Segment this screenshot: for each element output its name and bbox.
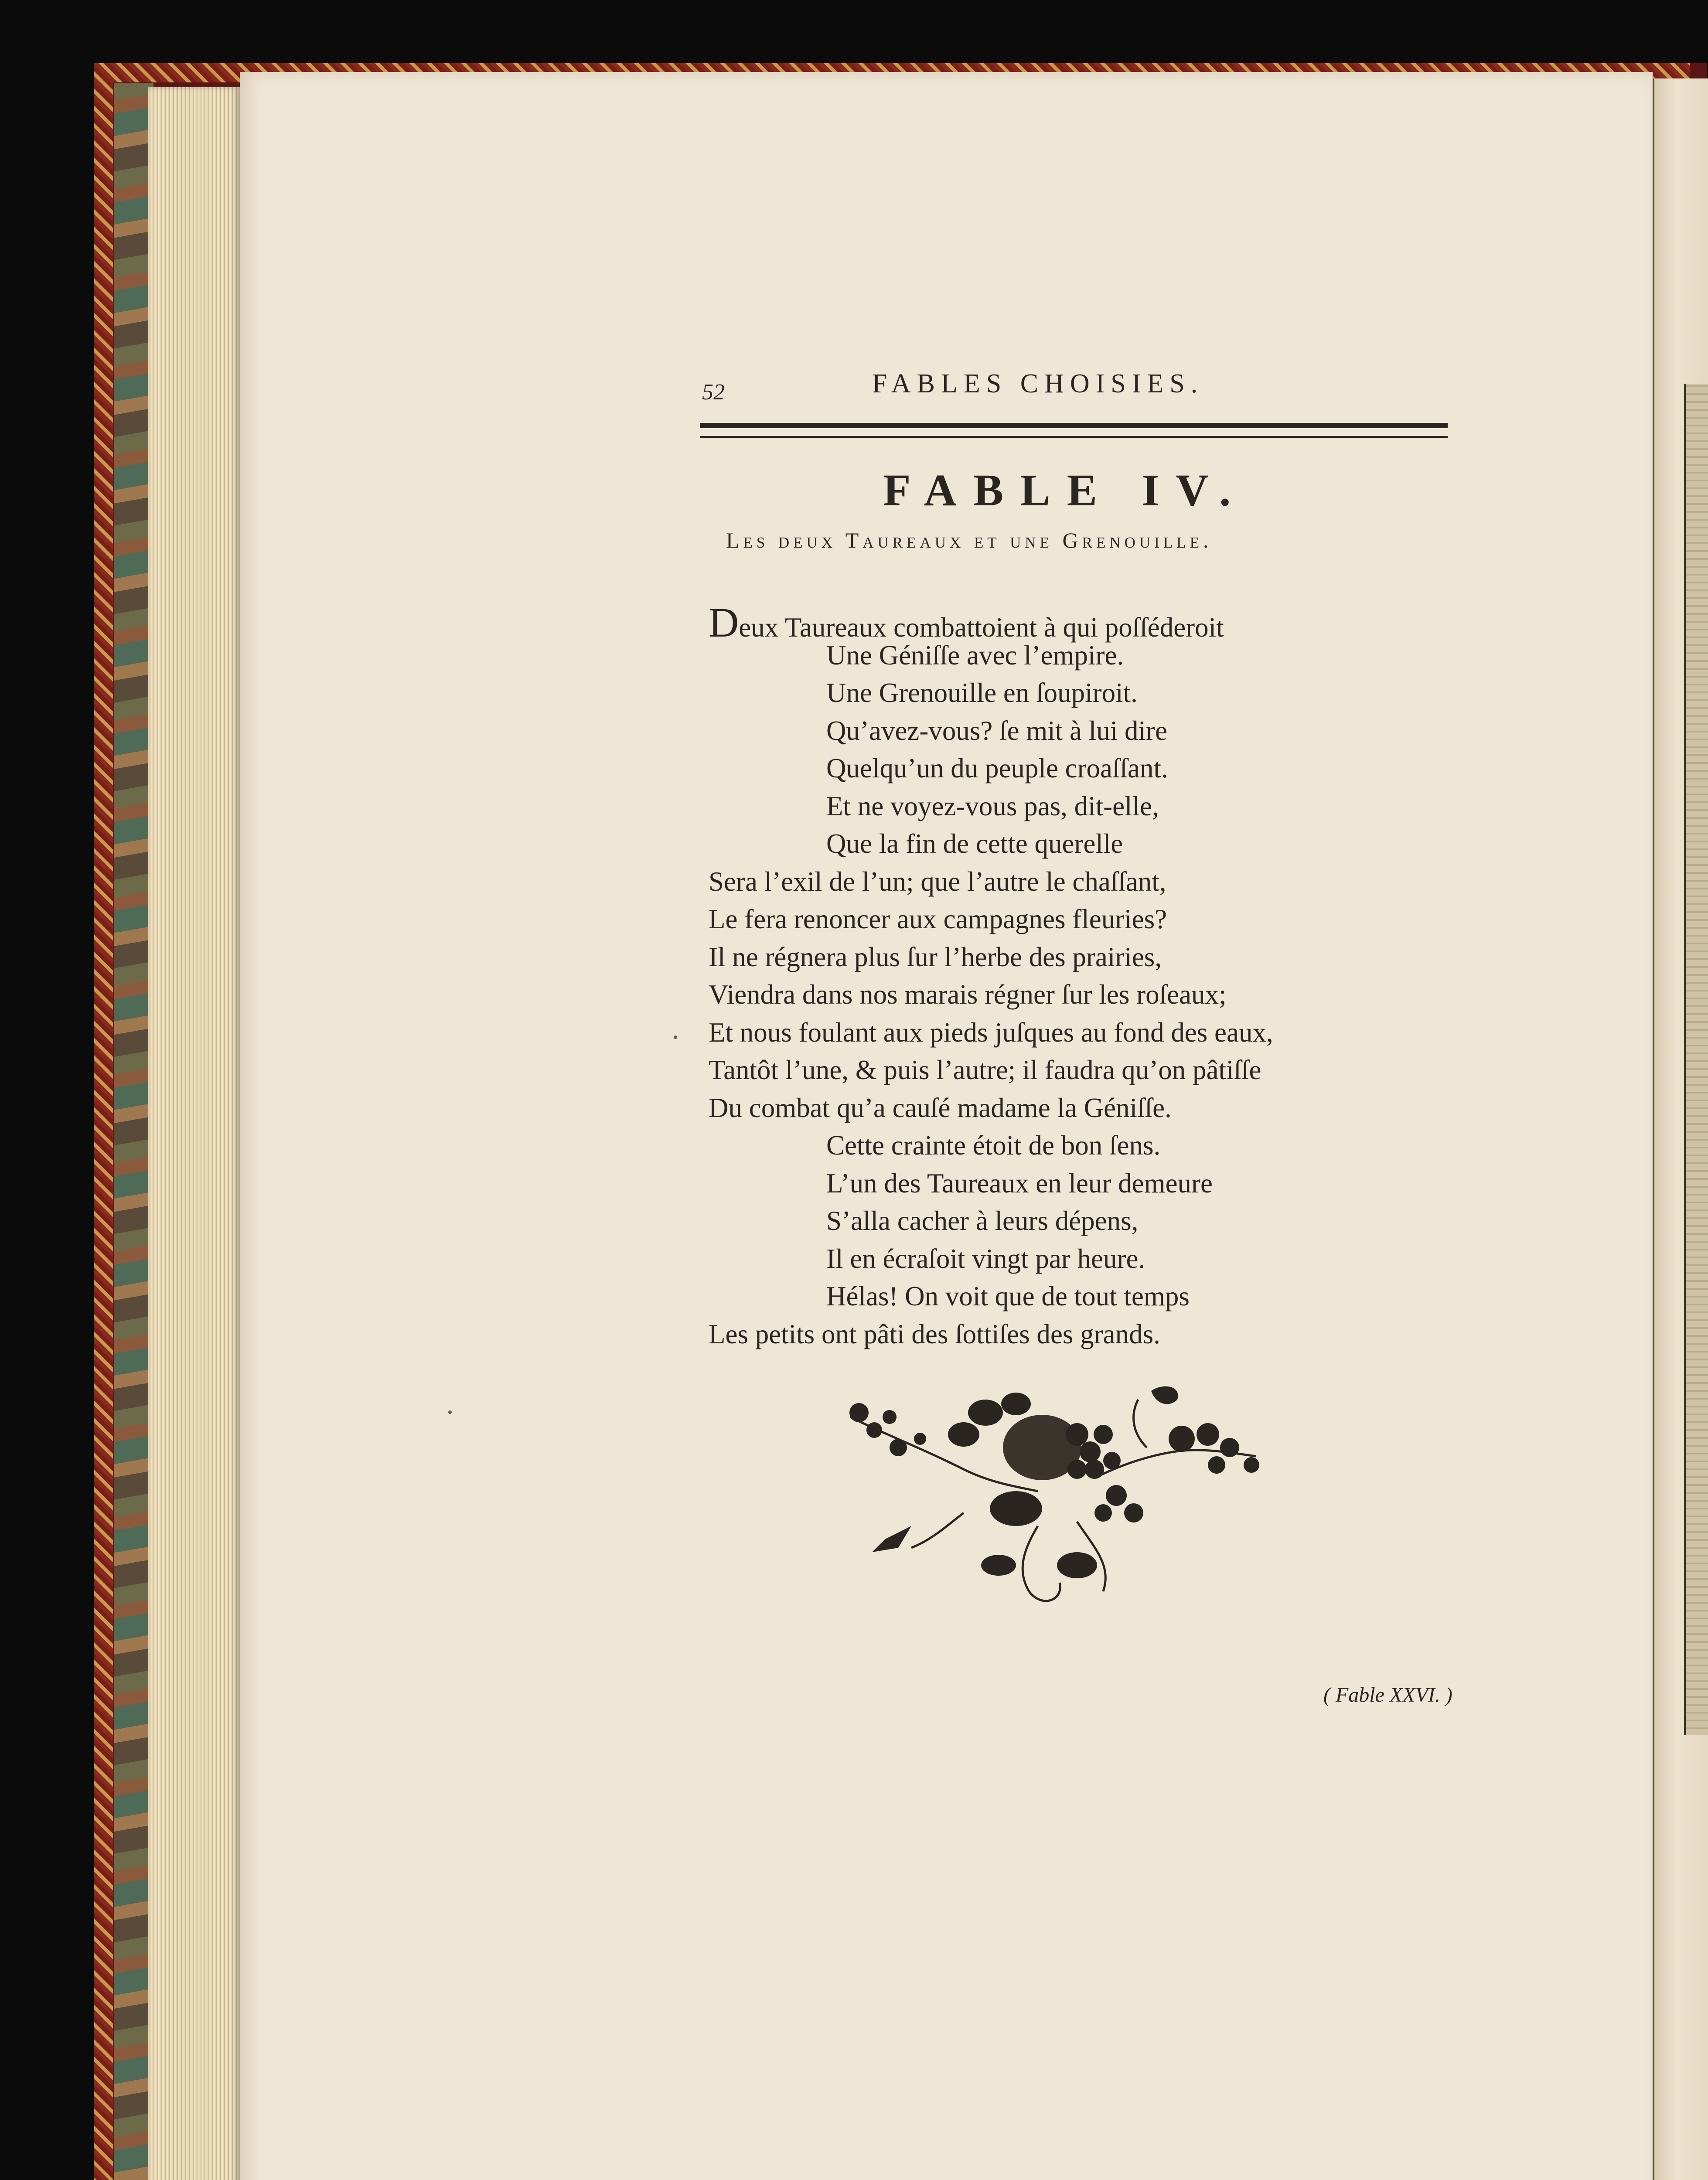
fable-title: FABLE IV. bbox=[883, 465, 1248, 515]
running-head: FABLES CHOISIES. bbox=[872, 369, 1204, 399]
page-edges bbox=[148, 87, 240, 2180]
verse-text: L’un des Taureaux en leur demeure bbox=[826, 1168, 1213, 1199]
verse-line bbox=[709, 599, 1224, 646]
paper-speck bbox=[448, 1410, 452, 1414]
verse-text: Du combat qu’a cauſé madame la Géniſſe. bbox=[709, 1092, 1172, 1123]
verse-line bbox=[826, 1130, 1160, 1162]
verse-text: Quelqu’un du peuple croaſſant. bbox=[826, 753, 1168, 783]
header-rule-thick bbox=[700, 423, 1448, 428]
catchword: ( Fable XXVI. ) bbox=[1323, 1683, 1452, 1707]
verse-line bbox=[826, 640, 1124, 671]
page-number: 52 bbox=[702, 380, 725, 405]
verse-line bbox=[826, 677, 1138, 709]
drop-cap: D bbox=[709, 599, 739, 646]
verse-text: S’alla cacher à leurs dépens, bbox=[826, 1206, 1139, 1236]
verse-line bbox=[826, 1205, 1138, 1237]
verse-text: Il en écraſoit vingt par heure. bbox=[826, 1243, 1145, 1274]
verse-text: Viendra dans nos marais régner ſur les roſeaux; bbox=[709, 979, 1227, 1010]
verse-line bbox=[709, 866, 1166, 898]
verse-line bbox=[709, 1318, 1160, 1350]
verse-text: Et nous foulant aux pieds juſques au fond des eaux, bbox=[709, 1017, 1273, 1048]
verse-text: Que la fin de cette querelle bbox=[826, 828, 1123, 859]
verse-text: Une Grenouille en ſoupiroit. bbox=[826, 678, 1138, 708]
verse-line bbox=[826, 1168, 1213, 1199]
verse-text: Une Géniſſe avec l’empire. bbox=[826, 640, 1124, 671]
verse-text: Les petits ont pâti des ſottiſes des grands. bbox=[709, 1318, 1160, 1349]
verse-text: Hélas! On voit que de tout temps bbox=[826, 1281, 1190, 1311]
verse-text: eux Taureaux combattoient à qui poſſéderoit bbox=[739, 612, 1224, 643]
verse-line bbox=[709, 903, 1167, 935]
marbled-endpaper bbox=[114, 83, 153, 2180]
verse-text: Tantôt l’une, & puis l’autre; il faudra qu’on pâtiſſe bbox=[709, 1055, 1261, 1085]
verse-line bbox=[709, 1017, 1273, 1049]
fable-subtitle: Les deux Taureaux et une Grenouille. bbox=[726, 528, 1213, 552]
verse-text: Qu’avez-vous? ſe mit à lui dire bbox=[826, 715, 1167, 746]
verse-text: Le fera renoncer aux campagnes fleuries? bbox=[709, 904, 1167, 934]
verse-line bbox=[826, 715, 1167, 747]
verse-text: Sera l’exil de l’un; que l’autre le chaſſant, bbox=[709, 866, 1166, 897]
verse-line bbox=[709, 1092, 1172, 1124]
facing-plate-engraving bbox=[1684, 384, 1708, 1735]
verse-text: Cette crainte étoit de bon ſens. bbox=[826, 1130, 1161, 1161]
verse-line bbox=[826, 828, 1123, 860]
paper-speck bbox=[674, 1036, 677, 1039]
header-rule-thin bbox=[700, 436, 1448, 438]
verse-line bbox=[826, 1243, 1145, 1275]
verse-line bbox=[709, 1054, 1261, 1086]
verse-text: Et ne voyez-vous pas, dit-elle, bbox=[826, 790, 1159, 821]
verse-line bbox=[826, 1281, 1190, 1312]
verse-line bbox=[709, 979, 1227, 1011]
verse-line bbox=[826, 753, 1168, 784]
verse-text: Il ne régnera plus ſur l’herbe des prairies, bbox=[709, 941, 1162, 972]
verse-line bbox=[709, 941, 1162, 973]
verse-line bbox=[826, 790, 1159, 822]
floral-fruit-ornament-icon bbox=[833, 1382, 1273, 1618]
